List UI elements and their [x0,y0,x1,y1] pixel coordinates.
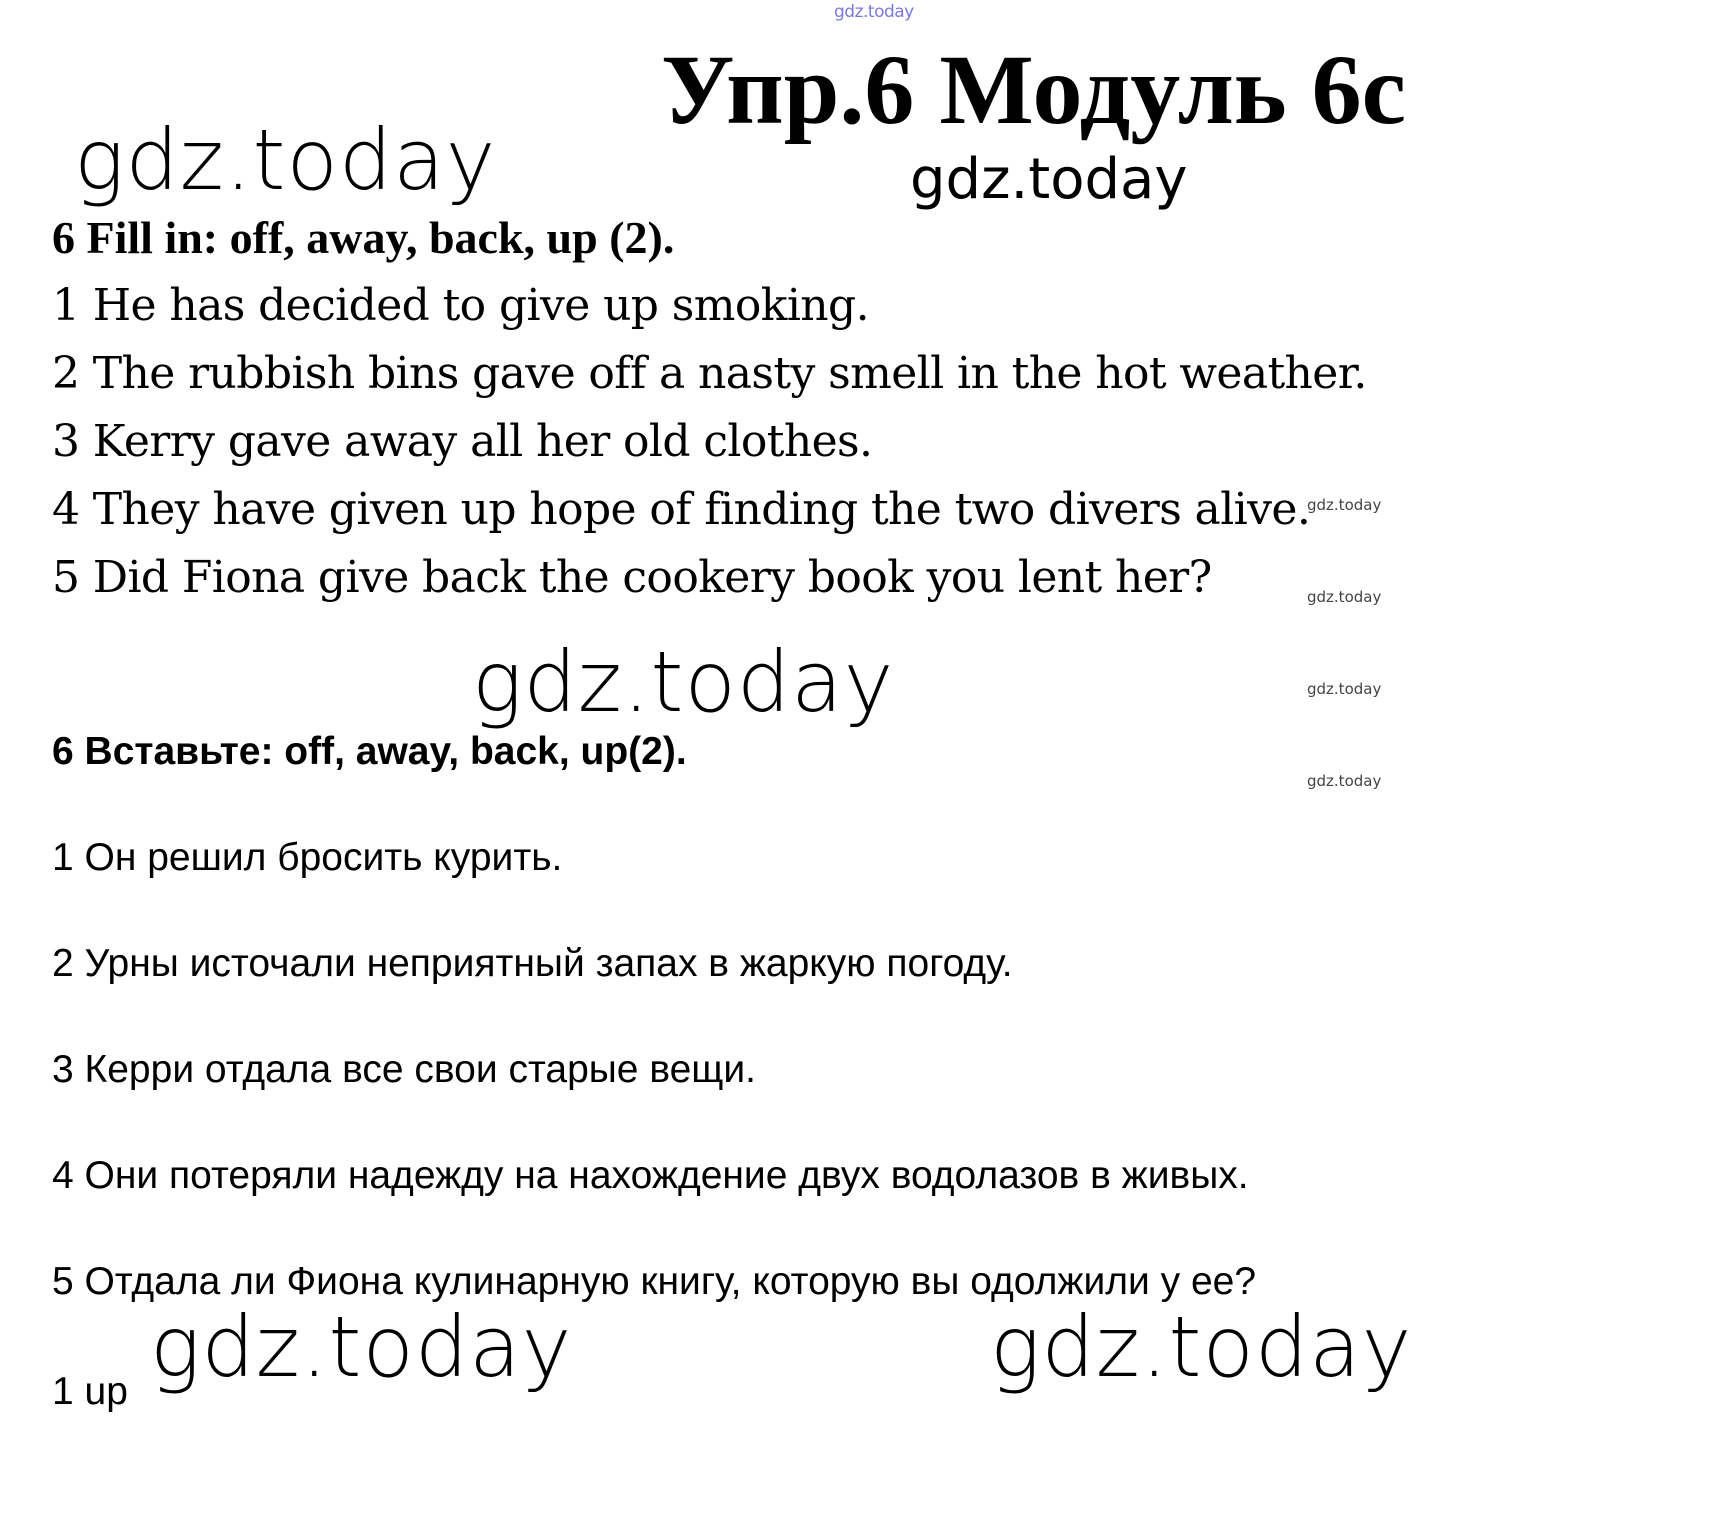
russian-heading: 6 Вставьте: off, away, back, up(2). [52,730,687,773]
english-line-1: 1 He has decided to give up smoking. [52,280,869,331]
english-line-4: 4 They have given up hope of finding the two divers alive. [52,484,1311,535]
watermark-side: gdz.today [1307,496,1382,514]
watermark-medium: gdz.today [910,147,1188,212]
english-heading: 6 Fill in: off, away, back, up (2). [52,212,675,263]
watermark-large: gdz.today [472,633,895,731]
russian-line-4: 4 Они потеряли надежду на нахождение двух водолазов в живых. [52,1154,1249,1197]
page-title: Упр.6 Модуль 6с [661,34,1407,145]
english-line-3: 3 Kerry gave away all her old clothes. [52,416,873,467]
english-line-5: 5 Did Fiona give back the cookery book you lent her? [52,552,1212,603]
watermark-large: gdz.today [150,1298,573,1396]
watermark-large: gdz.today [990,1298,1413,1396]
watermark-side: gdz.today [1307,680,1382,698]
russian-line-1: 1 Он решил бросить курить. [52,836,563,879]
russian-line-5: 5 Отдала ли Фиона кулинарную книгу, которую вы одолжили у ее? [52,1260,1257,1303]
english-line-2: 2 The rubbish bins gave off a nasty smell in the hot weather. [52,348,1367,399]
watermark-side: gdz.today [1307,772,1382,790]
watermark-large: gdz.today [74,111,497,209]
russian-line-2: 2 Урны источали неприятный запах в жаркую погоду. [52,942,1013,985]
watermark-side: gdz.today [1307,588,1382,606]
watermark-top: gdz.today [834,2,914,22]
russian-line-3: 3 Керри отдала все свои старые вещи. [52,1048,756,1091]
answer-line: 1 up [52,1370,128,1413]
